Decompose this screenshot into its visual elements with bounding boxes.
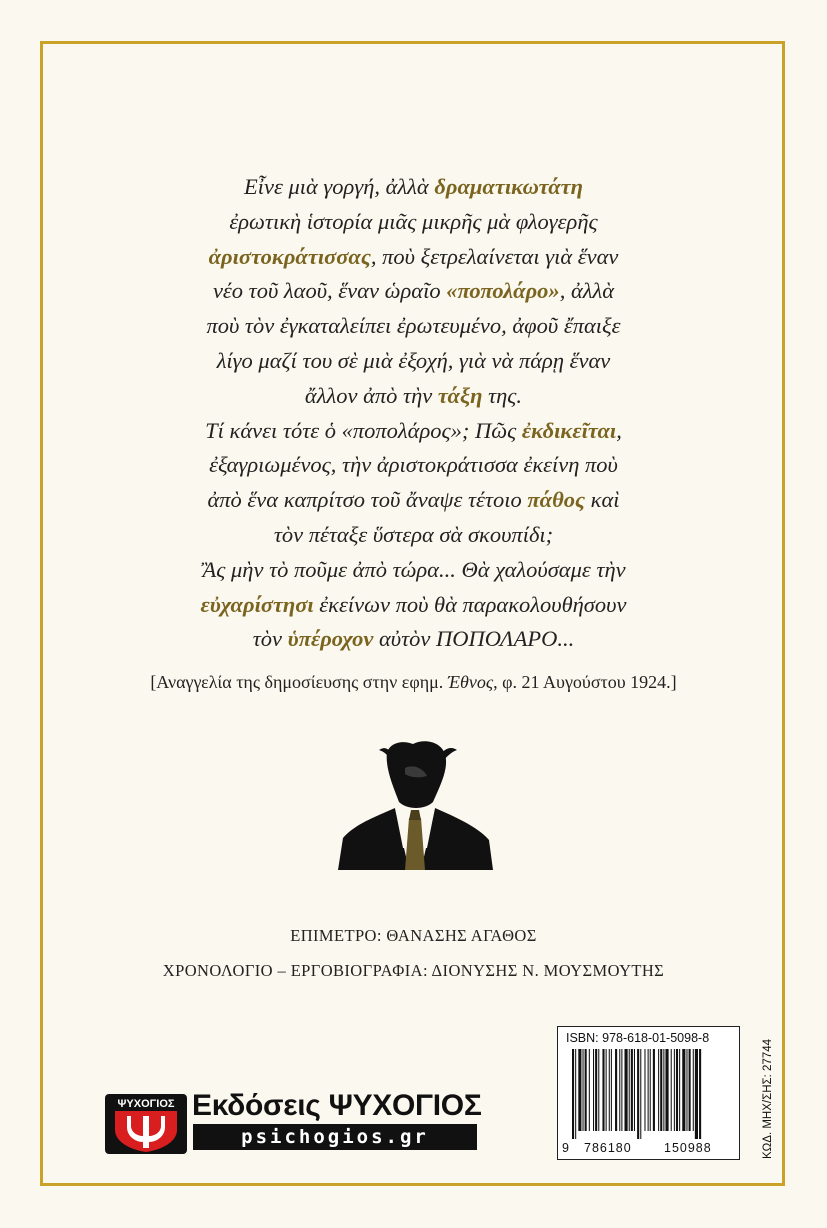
- chronology-credit: ΧΡΟΝΟΛΟΓΙΟ – ΕΡΓΟΒΙΟΓΡΑΦΙΑ: ΔΙΟΝΥΣΗΣ Ν. ΜΟΥΣΜΟΥΤΗΣ: [162, 961, 665, 980]
- barcode-stripe: [650, 1049, 651, 1131]
- isbn-barcode: [557, 1026, 740, 1160]
- blurb-highlight: ἐκδικεῖται: [521, 417, 617, 443]
- citation: [60, 672, 767, 693]
- barcode-stripe: [625, 1049, 628, 1131]
- barcode-stripe: [621, 1049, 622, 1131]
- isbn-number: ISBN: 978-618-01-5098-8: [566, 1031, 710, 1045]
- barcode-stripe: [615, 1049, 617, 1131]
- blurb-line: [90, 553, 737, 588]
- barcode-digit-first: 9: [562, 1141, 569, 1155]
- barcode-stripe: [640, 1049, 641, 1139]
- blurb-line: [90, 205, 737, 240]
- blurb-line: [90, 414, 737, 449]
- publisher-name: Εκδόσεις ΨΥΧΟΓΙΟΣ: [192, 1089, 482, 1122]
- blurb-text: καὶ: [585, 487, 620, 513]
- emblem-label: ΨΥΧΟΓΙΟΣ: [117, 1098, 175, 1110]
- barcode-stripe: [629, 1049, 630, 1131]
- barcode-stripe: [637, 1049, 639, 1139]
- barcode-stripe: [663, 1049, 664, 1131]
- barcode-digits-right: 150988: [664, 1141, 712, 1155]
- blurb-highlight: δραματικωτάτη: [434, 174, 584, 199]
- blurb-line: [90, 518, 737, 553]
- blurb-line: [90, 379, 737, 414]
- blurb-line: [90, 274, 737, 309]
- citation-newspaper: Έθνος: [447, 672, 494, 692]
- blurb-line: [90, 622, 737, 657]
- blurb-line: [90, 483, 737, 518]
- barcode-stripe: [693, 1049, 694, 1131]
- barcode-stripe: [578, 1049, 581, 1131]
- blurb-highlight: τάξη: [437, 382, 483, 408]
- blurb-highlight: πάθος: [527, 487, 586, 513]
- citation-text: [Αναγγελία της δημοσίευσης στην εφημ.: [150, 672, 448, 692]
- blurb-text: ἄλλον ἀπὸ τὴν: [304, 382, 438, 408]
- man-in-suit-silhouette-icon: [333, 738, 498, 870]
- barcode-stripe: [674, 1049, 675, 1131]
- blurb-line: [90, 344, 737, 379]
- citation-text: , φ. 21 Αυγούστου 1924.]: [493, 672, 677, 692]
- barcode-stripe: [575, 1049, 576, 1139]
- blurb-text: τὸν πέταξε ὕστερα σὰ σκουπίδι;: [273, 521, 554, 547]
- blurb-text: Ἂς μὴν τὸ ποῦμε ἀπὸ τώρα... Θὰ χαλούσαμε τὴν: [201, 556, 626, 582]
- blurb-line: [90, 240, 737, 275]
- barcode-stripe: [653, 1049, 655, 1131]
- blurb-text: , ποὺ ξετρελαίνεται γιὰ ἕναν: [370, 243, 619, 269]
- barcode-stripe: [648, 1049, 649, 1131]
- barcode-stripe: [665, 1049, 668, 1131]
- blurb-line: [90, 170, 737, 205]
- blurb-text: τὸν: [252, 626, 288, 652]
- barcode-stripe: [634, 1049, 635, 1131]
- barcode-stripe: [644, 1049, 645, 1131]
- barcode-stripe: [585, 1049, 587, 1131]
- barcode-stripe: [602, 1049, 604, 1131]
- blurb-text: ἐξαγριωμένος, τὴν ἀριστοκράτισσα ἐκείνη ποὺ: [209, 452, 618, 478]
- blurb-text: Εἶνε μιὰ γοργή, ἀλλὰ: [243, 174, 435, 199]
- blurb-line: [90, 309, 737, 344]
- blurb-text: ἐκείνων ποὺ θὰ παρακολουθήσουν: [313, 591, 627, 617]
- blurb-text: , ἀλλὰ: [559, 278, 615, 304]
- barcode-stripe: [619, 1049, 620, 1131]
- blurb-text: της.: [482, 382, 523, 408]
- barcode-stripe: [595, 1049, 597, 1131]
- barcode-stripe: [689, 1049, 691, 1131]
- blurb-text: ἀπὸ ἕνα καπρίτσο τοῦ ἄναψε τέτοιο: [207, 487, 528, 513]
- barcode-stripe: [631, 1049, 633, 1131]
- barcode-stripe: [658, 1049, 659, 1131]
- blurb-highlight: «ποπολάρο»: [446, 278, 560, 304]
- blurb-line: [90, 588, 737, 623]
- barcode-stripe: [609, 1049, 610, 1131]
- publisher-url[interactable]: psichogios.gr: [193, 1124, 477, 1150]
- barcode-stripe: [682, 1049, 685, 1131]
- blurb-highlight: εὐχαρίστησι: [200, 591, 314, 617]
- barcode-stripe: [583, 1049, 584, 1131]
- barcode-bars-icon: [572, 1049, 734, 1139]
- blurb-text: λίγο μαζί του σὲ μιὰ ἐξοχή, γιὰ νὰ πάρῃ ἕναν: [216, 347, 611, 373]
- blurb-highlight: ἀριστοκράτισσας: [208, 243, 371, 269]
- book-blurb: [90, 170, 737, 657]
- product-code-label: ΚΩΔ. ΜΗΧ/ΣΗΣ: 27744: [762, 1039, 774, 1159]
- blurb-line: [90, 448, 737, 483]
- barcode-stripe: [686, 1049, 687, 1131]
- barcode-digits-left: 786180: [584, 1141, 632, 1155]
- barcode-stripe: [676, 1049, 678, 1131]
- barcode-stripe: [593, 1049, 594, 1131]
- blurb-text: νέο τοῦ λαοῦ, ἕναν ὡραῖο: [212, 278, 447, 304]
- blurb-highlight: ὑπέροχον: [287, 626, 374, 652]
- barcode-stripe: [589, 1049, 590, 1131]
- blurb-text: ἐρωτικὴ ἱστορία μιᾶς μικρῆς μὰ φλογερῆς: [229, 208, 598, 234]
- blurb-text: ποὺ τὸν ἐγκαταλείπει ἐρωτευμένο, ἀφοῦ ἔπαιξε: [206, 313, 621, 339]
- barcode-stripe: [671, 1049, 672, 1131]
- barcode-stripe: [598, 1049, 599, 1131]
- barcode-stripe: [695, 1049, 698, 1139]
- blurb-text: ,: [616, 417, 622, 443]
- epilogue-credit: ΕΠΙΜΕΤΡΟ: ΘΑΝΑΣΗΣ ΑΓΑΘΟΣ: [290, 926, 537, 945]
- psi-shield-logo-icon: [105, 1094, 187, 1154]
- blurb-text: Τί κάνει τότε ὁ «ποπολάρος»; Πῶς: [205, 417, 522, 443]
- barcode-stripe: [679, 1049, 680, 1131]
- barcode-stripe: [660, 1049, 662, 1131]
- barcode-stripe: [611, 1049, 612, 1131]
- barcode-stripe: [606, 1049, 607, 1131]
- blurb-text: αὐτὸν ΠΟΠΟΛΑΡΟ...: [373, 626, 575, 652]
- barcode-stripe: [699, 1049, 701, 1139]
- barcode-stripe: [572, 1049, 574, 1139]
